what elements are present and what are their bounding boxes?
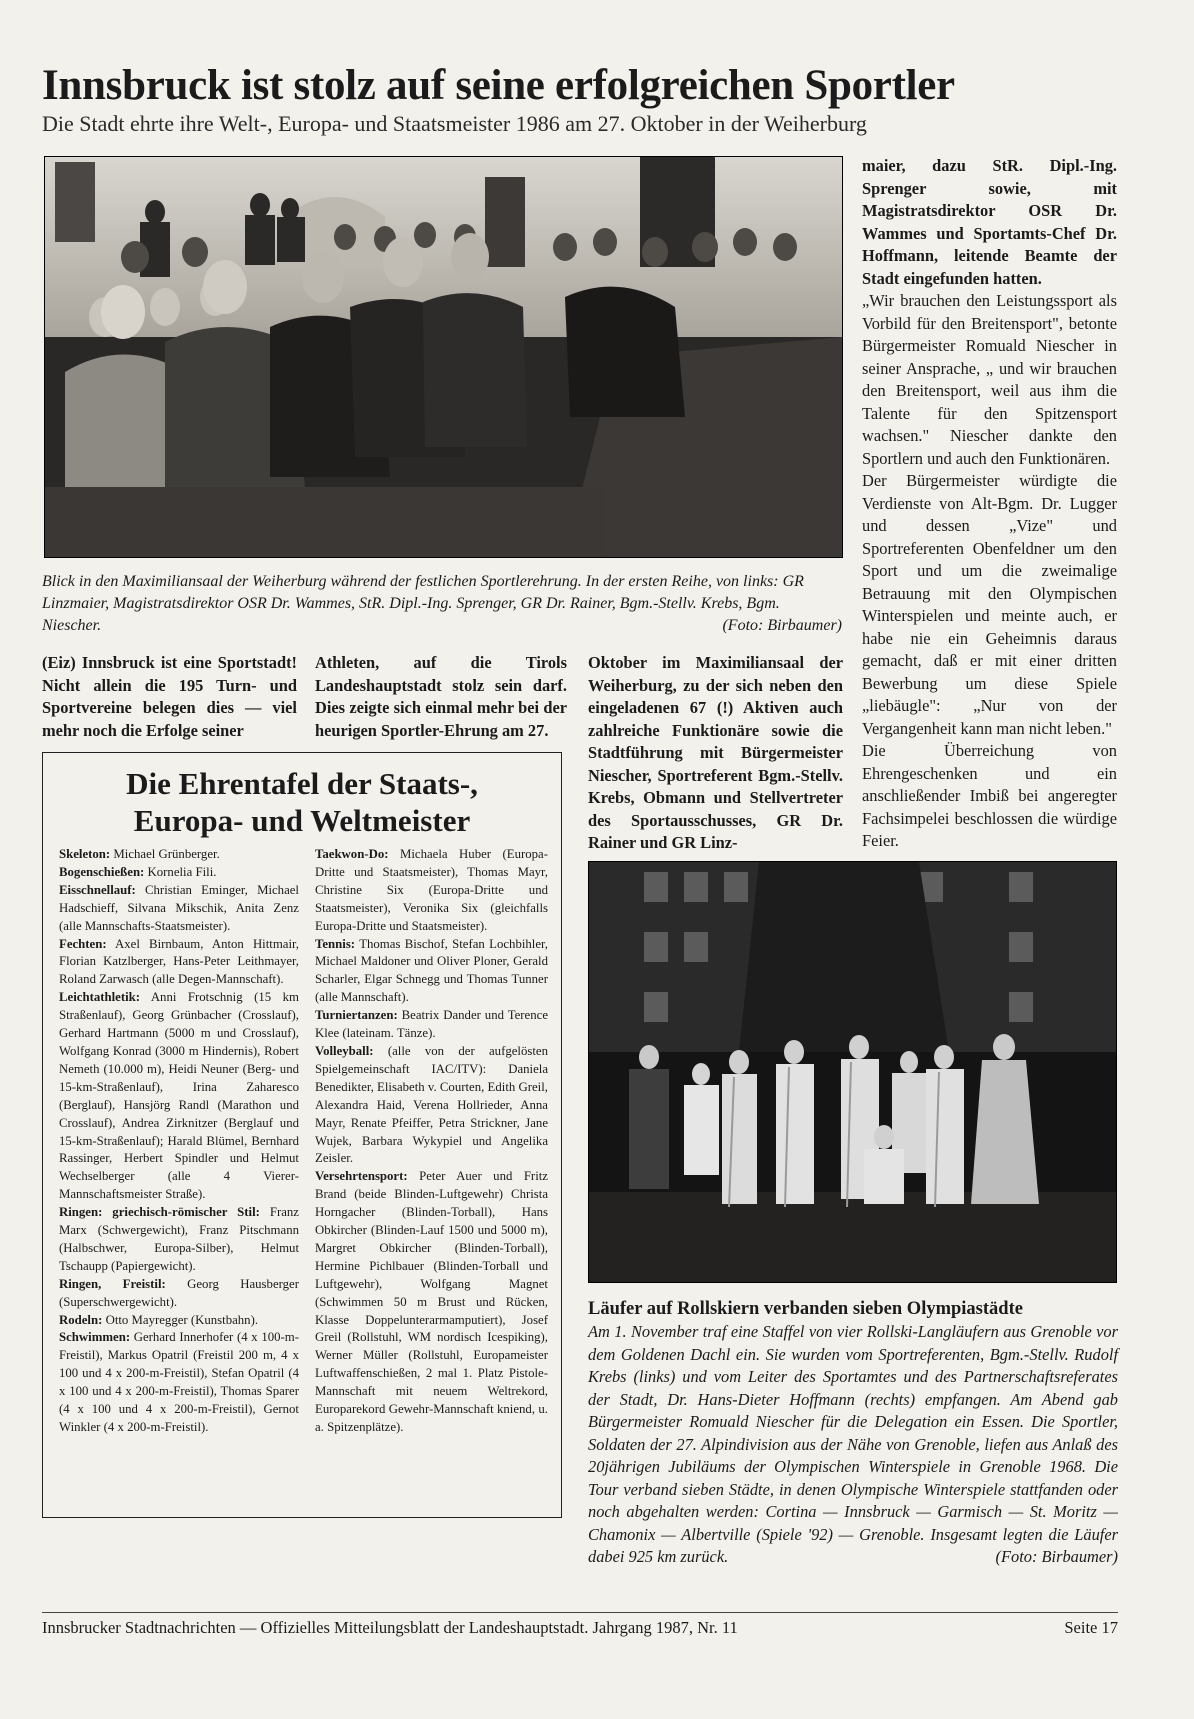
honor-roll-title [43,765,561,839]
honor-roll-title-line-2: Europa- und Weltmeister [133,803,471,838]
footer-divider [42,1612,1118,1613]
right-col-paragraph-3: Die Überreichung von Ehrengeschenken und ein anschließender Imbiß bei angeregter Fachsimpelei beschlossen die würdige Feier. [862,741,1117,850]
right-col-paragraph-2: Der Bürgermeister würdigte die Verdienste von Alt-Bgm. Dr. Lugger und dessen „Vize" und Sportreferenten Obenfeldner um den Sport und um die zweimalige Betrauung mit den Olympischen Winterspielen und meinte auch, er habe nie ein Geheimnis daraus gemacht, daß er mit einer dritten Bewerbung um diese Spiele „liebäugle": „Nur von der Vergangenheit kann man nicht leben." [862,471,1117,738]
skier-story-caption [588,1321,1118,1569]
honor-entry: Taekwon-Do: Michaela Huber (Europa-Dritte und Staatsmeister), Thomas Mayr, Christine Six (Europa-Dritte und Staatsmeister), Veronika Six (gleichfalls Europa-Dritte und Staatsmeister). [315,847,548,933]
headline: Innsbruck ist stolz auf seine erfolgreichen Sportler [42,62,955,109]
page-number: Seite 17 [1064,1618,1118,1637]
caption-text: Blick in den Maximiliansaal der Weiherburg während der festlichen Sportlerehrung. In der ersten Reihe, von links: GR Linzmaier, Magistratsdirektor OSR Dr. Wammes, StR. Dipl.-Ing. Sprenger, GR Dr. Rainer, Bgm.-Stellv. Krebs, Bgm. Niescher. [42,573,804,634]
honor-entry: Eisschnellauf: Christian Eminger, Michael Hadschieff, Silvana Mikschik, Anita Zenz (alle Mannschafts-Staatsmeister). [59,882,299,933]
subheadline: Die Stadt ehrte ihre Welt-, Europa- und Staatsmeister 1986 am 27. Oktober in der Weiherburg [42,111,867,136]
photo-credit: (Foto: Birbaumer) [722,617,842,634]
right-col-lead: maier, dazu StR. Dipl.-Ing. Sprenger sowie, mit Magistratsdirektor OSR Dr. Wammes und Sportamts-Chef Dr. Hoffmann, leitende Beamte der Stadt eingefunden hatten. [862,156,1117,288]
honor-entry: Rodeln: Otto Mayregger (Kunstbahn). [59,1312,259,1327]
article-intro-col-2: Athleten, auf die Tirols Landeshauptstadt stolz sein darf. Dies zeigte sich einmal mehr bei der heurigen Sportler-Ehrung am 27. [315,653,567,740]
photo-audience-hall [44,156,843,558]
skier-story-text: Am 1. November traf eine Staffel von vier Rollski-Langläufern aus Grenoble vor dem Goldenen Dachl ein. Sie wurden vom Sportreferenten, Bgm.-Stellv. Rudolf Krebs (links) und vom Leiter des Sportamtes und des Partnerschaftsreferates der Stadt, Dr. Hans-Dieter Hoffmann (rechts) empfangen. Am Abend gab Bürgermeister Romuald Niescher für die Delegation ein Essen. Die Sportler, Soldaten der 27. Alpindivision aus der Nähe von Grenoble, liefen aus Anlaß des 20jährigen Jubiläums der Olympischen Winterspiele in Grenoble 1968. Die Tour verband sieben Städte, in denen Olympische Winterspiele stattfanden oder noch abgehalten werden: Cortina — Innsbruck — Garmisch — St. Moritz — Chamonix — Albertville (Spiele '92) — Grenoble. Insgesamt legten die Läufer dabei 925 km zurück. [588,1322,1118,1566]
honor-entry: Bogenschießen: Kornelia Fili. [59,864,217,879]
photo-caption-audience [42,571,842,637]
honor-entry: Versehrtensport: Peter Auer und Fritz Brand (beide Blinden-Luftgewehr) Christa Horngacher (Blinden-Torball), Hans Obkircher (Blinden-Lauf 1500 und 5000 m), Margret Obkircher (Blinden-Torball), Hermine Pichlbauer (Blinden-Torball und Luftgewehr), Wolfgang Magnet (Schwimmen 50 m Brust und Rücken, Klasse Doppelunterarmamputiert), Josef Greil (Rollstuhl, WM nordisch Icespiking), Werner Müller (Rollstuhl, Europameister Luftwaffenschießen, 2 mal 1. Platz Pistole-Mannschaft mit neuem Weltrekord, Europarekord Gewehr-Mannschaft kniend, u. a. Spitzenplätze). [315,1169,548,1434]
honor-roll-col-2 [315,846,548,1437]
honor-entry: Schwimmen: Gerhard Innerhofer (4 x 100-m-Freistil), Markus Opatril (Freistil 200 m, 4 x 100 und 4 x 200-m-Freistil), Stefan Opatril (4 x 100 und 4 x 200-m-Freistil), Thomas Sparer (4 x 100 und 4 x 200-m-Freistil), Gernot Winkler (4 x 200-m-Freistil). [59,1330,299,1434]
honor-roll-col-1 [59,846,299,1437]
article-right-column [862,155,1117,853]
footer-publication: Innsbrucker Stadtnachrichten — Offizielles Mitteilungsblatt der Landeshauptstadt. Jahrgang 1987, Nr. 11 [42,1618,738,1637]
article-intro-col-3: Oktober im Maximiliansaal der Weiherburg, zu der sich neben den eingeladenen 67 (!) Aktiven auch zahlreiche Funktionäre sowie die Stadtführung mit Bürgermeister Niescher, Sportreferent Bgm.-Stellv. Krebs, Obmann und Stellvertreter des Sportausschusses, GR Dr. Rainer und GR Linz- [588,653,843,852]
right-col-paragraph-1: „Wir brauchen den Leistungssport als Vorbild für den Breitensport", betonte Bürgermeister Romuald Niescher in seiner Ansprache, „ und wir brauchen den Breitensport, weil aus ihm die Talente für den Spitzensport wachsen." Niescher dankte den Sportlern und auch den Funktionären. [862,291,1117,468]
honor-entry: Tennis: Thomas Bischof, Stefan Lochbihler, Michael Maldoner und Oliver Ploner, Gerald Scharler, Elgar Schnegg und Thomas Tunner (alle Mannschaft). [315,936,548,1005]
photo-rollski-team [588,861,1117,1283]
skier-story-title: Läufer auf Rollskiern verbanden sieben Olympiastädte [588,1299,1023,1319]
honor-entry: Ringen, Freistil: Georg Hausberger (Superschwergewicht). [59,1276,299,1309]
honor-entry: Ringen: griechisch-römischer Stil: Franz Marx (Schwergewicht), Franz Pitschmann (Halbschwer, Europa-Silber), Helmut Tschaupp (Papiergewicht). [59,1205,299,1273]
honor-roll-title-line-1: Die Ehrentafel der Staats-, [126,766,478,801]
honor-roll-box [42,752,562,1518]
honor-entry: Skeleton: Michael Grünberger. [59,847,220,861]
honor-entry: Turniertanzen: Beatrix Dander und Terence Klee (lateinam. Tänze). [315,1008,548,1041]
skier-photo-credit: (Foto: Birbaumer) [995,1547,1118,1566]
honor-entry: Volleyball: (alle von der aufgelösten Spielgemeinschaft IAC/ITV): Daniela Benedikter, Elisabeth v. Courten, Edith Greil, Alexandra Haid, Verena Hollrieder, Anna Mayr, Renate Pfeiffer, Petra Strickner, Jane Wujek, Barbara Wykypiel und Angelika Zeisler. [315,1043,548,1166]
honor-entry: Fechten: Axel Birnbaum, Anton Hittmair, Florian Katzlberger, Hans-Peter Leithmayer, Roland Zarwasch (alle Degen-Mannschaft). [59,936,299,987]
honor-entry: Leichtathletik: Anni Frotschnig (15 km Straßenlauf), Georg Grünbacher (Crosslauf), Gerhard Hartmann (5000 m und Crosslauf), Wolfgang Konrad (3000 m Hindernis), Robert Nemeth (10.000 m), Heidi Neuner (Berg- und 15-km-Straßenlauf), Irina Zaharesco (Berglauf), Hansjörg Randl (Marathon und Crosslauf), Andrea Zirknitzer (Berglauf und 15-km-Straßenlauf); Harald Blümel, Bernhard Rassinger, Herbert Spindler und Helmut Wechselberger (alle 4 Vierer-Mannschaftsmeister Straße). [59,990,299,1202]
article-intro-col-1: (Eiz) Innsbruck ist eine Sportstadt! Nicht allein die 195 Turn- und Sportvereine belegen dies — viel mehr noch die Erfolge seiner [42,653,297,740]
